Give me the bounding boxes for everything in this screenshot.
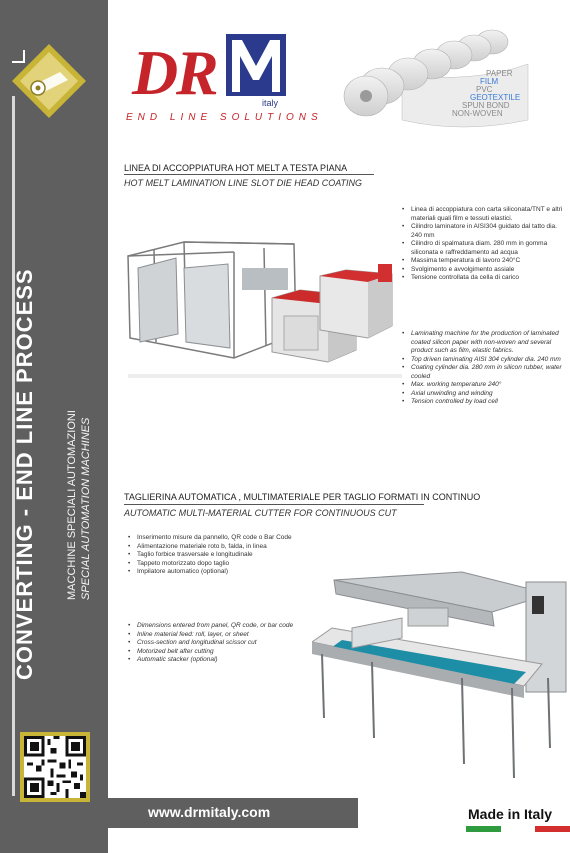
section1-title-en: HOT MELT LAMINATION LINE SLOT DIE HEAD COATING bbox=[124, 178, 363, 188]
list-item: • Alimentazione materiale roto b, falda, in linea bbox=[128, 543, 302, 552]
section1-bullets-it bbox=[402, 206, 568, 283]
section1-rule bbox=[124, 174, 374, 175]
qr-code-icon bbox=[24, 736, 86, 798]
list-item: • Tappeto motorizzato dopo taglio bbox=[128, 560, 302, 569]
cutter-machine-image bbox=[312, 568, 568, 786]
roll-label-pvc: PVC bbox=[476, 85, 493, 94]
svg-text:italy: italy bbox=[262, 98, 279, 108]
roll-label-spunbond: SPUN BOND bbox=[462, 101, 510, 110]
list-item: • Tension controlled by load cell bbox=[402, 398, 568, 407]
website-link[interactable]: www.drmitaly.com bbox=[148, 804, 271, 820]
list-item: • Motorized belt after cutting bbox=[128, 648, 298, 657]
list-item: • Cilindro di spalmatura diam. 280 mm in gomma siliconata e raffreddamento ad acqua bbox=[402, 240, 568, 257]
sidebar-subtitle-it: MACCHINE SPECIALI AUTOMAZIONI bbox=[66, 410, 78, 600]
sidebar-subtitle-en: SPECIAL AUTOMATION MACHINES bbox=[80, 417, 92, 600]
svg-text:R: R bbox=[176, 37, 219, 108]
roll-label-geotextile: GEOTEXTILE bbox=[470, 93, 521, 102]
list-item: • Inserimento misure da pannello, QR code o Bar Code bbox=[128, 534, 302, 543]
roll-logo-icon bbox=[10, 42, 88, 120]
roll-label-nonwoven: NON-WOVEN bbox=[452, 109, 503, 118]
material-roll-image bbox=[342, 24, 532, 136]
section2-title-en: AUTOMATIC MULTI-MATERIAL CUTTER FOR CONTINUOUS CUT bbox=[124, 508, 397, 518]
section1-bullets-en bbox=[402, 330, 568, 407]
section2-bullets-it bbox=[128, 534, 302, 577]
sidebar bbox=[0, 0, 108, 853]
list-item: • Linea di accoppiatura con carta siliconata/TNT e altri materiali quali film e tessuti elastici. bbox=[402, 206, 568, 223]
list-item: • Inline material feed: roll, layer, or sheet bbox=[128, 631, 298, 640]
section2-bullets-en bbox=[128, 622, 298, 665]
list-item: • Dimensions entered from panel, QR code, or bar code bbox=[128, 622, 298, 631]
list-item: • Coating cylinder dia. 280 mm in silicon rubber, water cooled bbox=[402, 364, 568, 381]
list-item: • Massima temperatura di lavoro 240°C bbox=[402, 257, 568, 266]
list-item: • Laminating machine for the production of laminated coated silicon paper with non-woven and several product such as film, elastic fabrics. bbox=[402, 330, 568, 356]
list-item: • Cross-section and longitudinal scissor cut bbox=[128, 639, 298, 648]
drm-italy-logo bbox=[126, 26, 294, 112]
section2-rule bbox=[124, 504, 424, 505]
list-item: • Tensione controllata da cella di carico bbox=[402, 274, 568, 283]
section2-title-it: TAGLIERINA AUTOMATICA , MULTIMATERIALE PER TAGLIO FORMATI IN CONTINUO bbox=[124, 492, 481, 502]
roll-label-paper: PAPER bbox=[486, 69, 513, 78]
qr-code-frame bbox=[20, 732, 90, 802]
section1-title-it: LINEA DI ACCOPPIATURA HOT MELT A TESTA PIANA bbox=[124, 163, 348, 173]
sidebar-main-title: CONVERTING - END LINE PROCESS bbox=[12, 268, 37, 680]
roll-label-film: FILM bbox=[480, 77, 499, 86]
list-item: • Impilatore automatico (optional) bbox=[128, 568, 302, 577]
lamination-machine-image bbox=[124, 238, 406, 388]
list-item: • Axial unwinding and winding bbox=[402, 390, 568, 399]
svg-text:D: D bbox=[132, 37, 179, 108]
italian-flag-icon bbox=[466, 826, 570, 832]
list-item: • Max. working temperature 240° bbox=[402, 381, 568, 390]
list-item: • Top driven laminating AISI 304 cylinder dia. 240 mm bbox=[402, 356, 568, 365]
list-item: • Svolgimento e avvolgimento assiale bbox=[402, 266, 568, 275]
made-in-italy-label: Made in Italy bbox=[468, 806, 553, 822]
brand-tagline: END LINE SOLUTIONS bbox=[126, 112, 323, 123]
list-item: • Taglio forbice trasversale e longitudinale bbox=[128, 551, 302, 560]
footer bbox=[108, 798, 570, 834]
list-item: • Automatic stacker (optional) bbox=[128, 656, 298, 665]
list-item: • Cilindro laminatore in AISI304 guidato dal tatto dia. 240 mm bbox=[402, 223, 568, 240]
